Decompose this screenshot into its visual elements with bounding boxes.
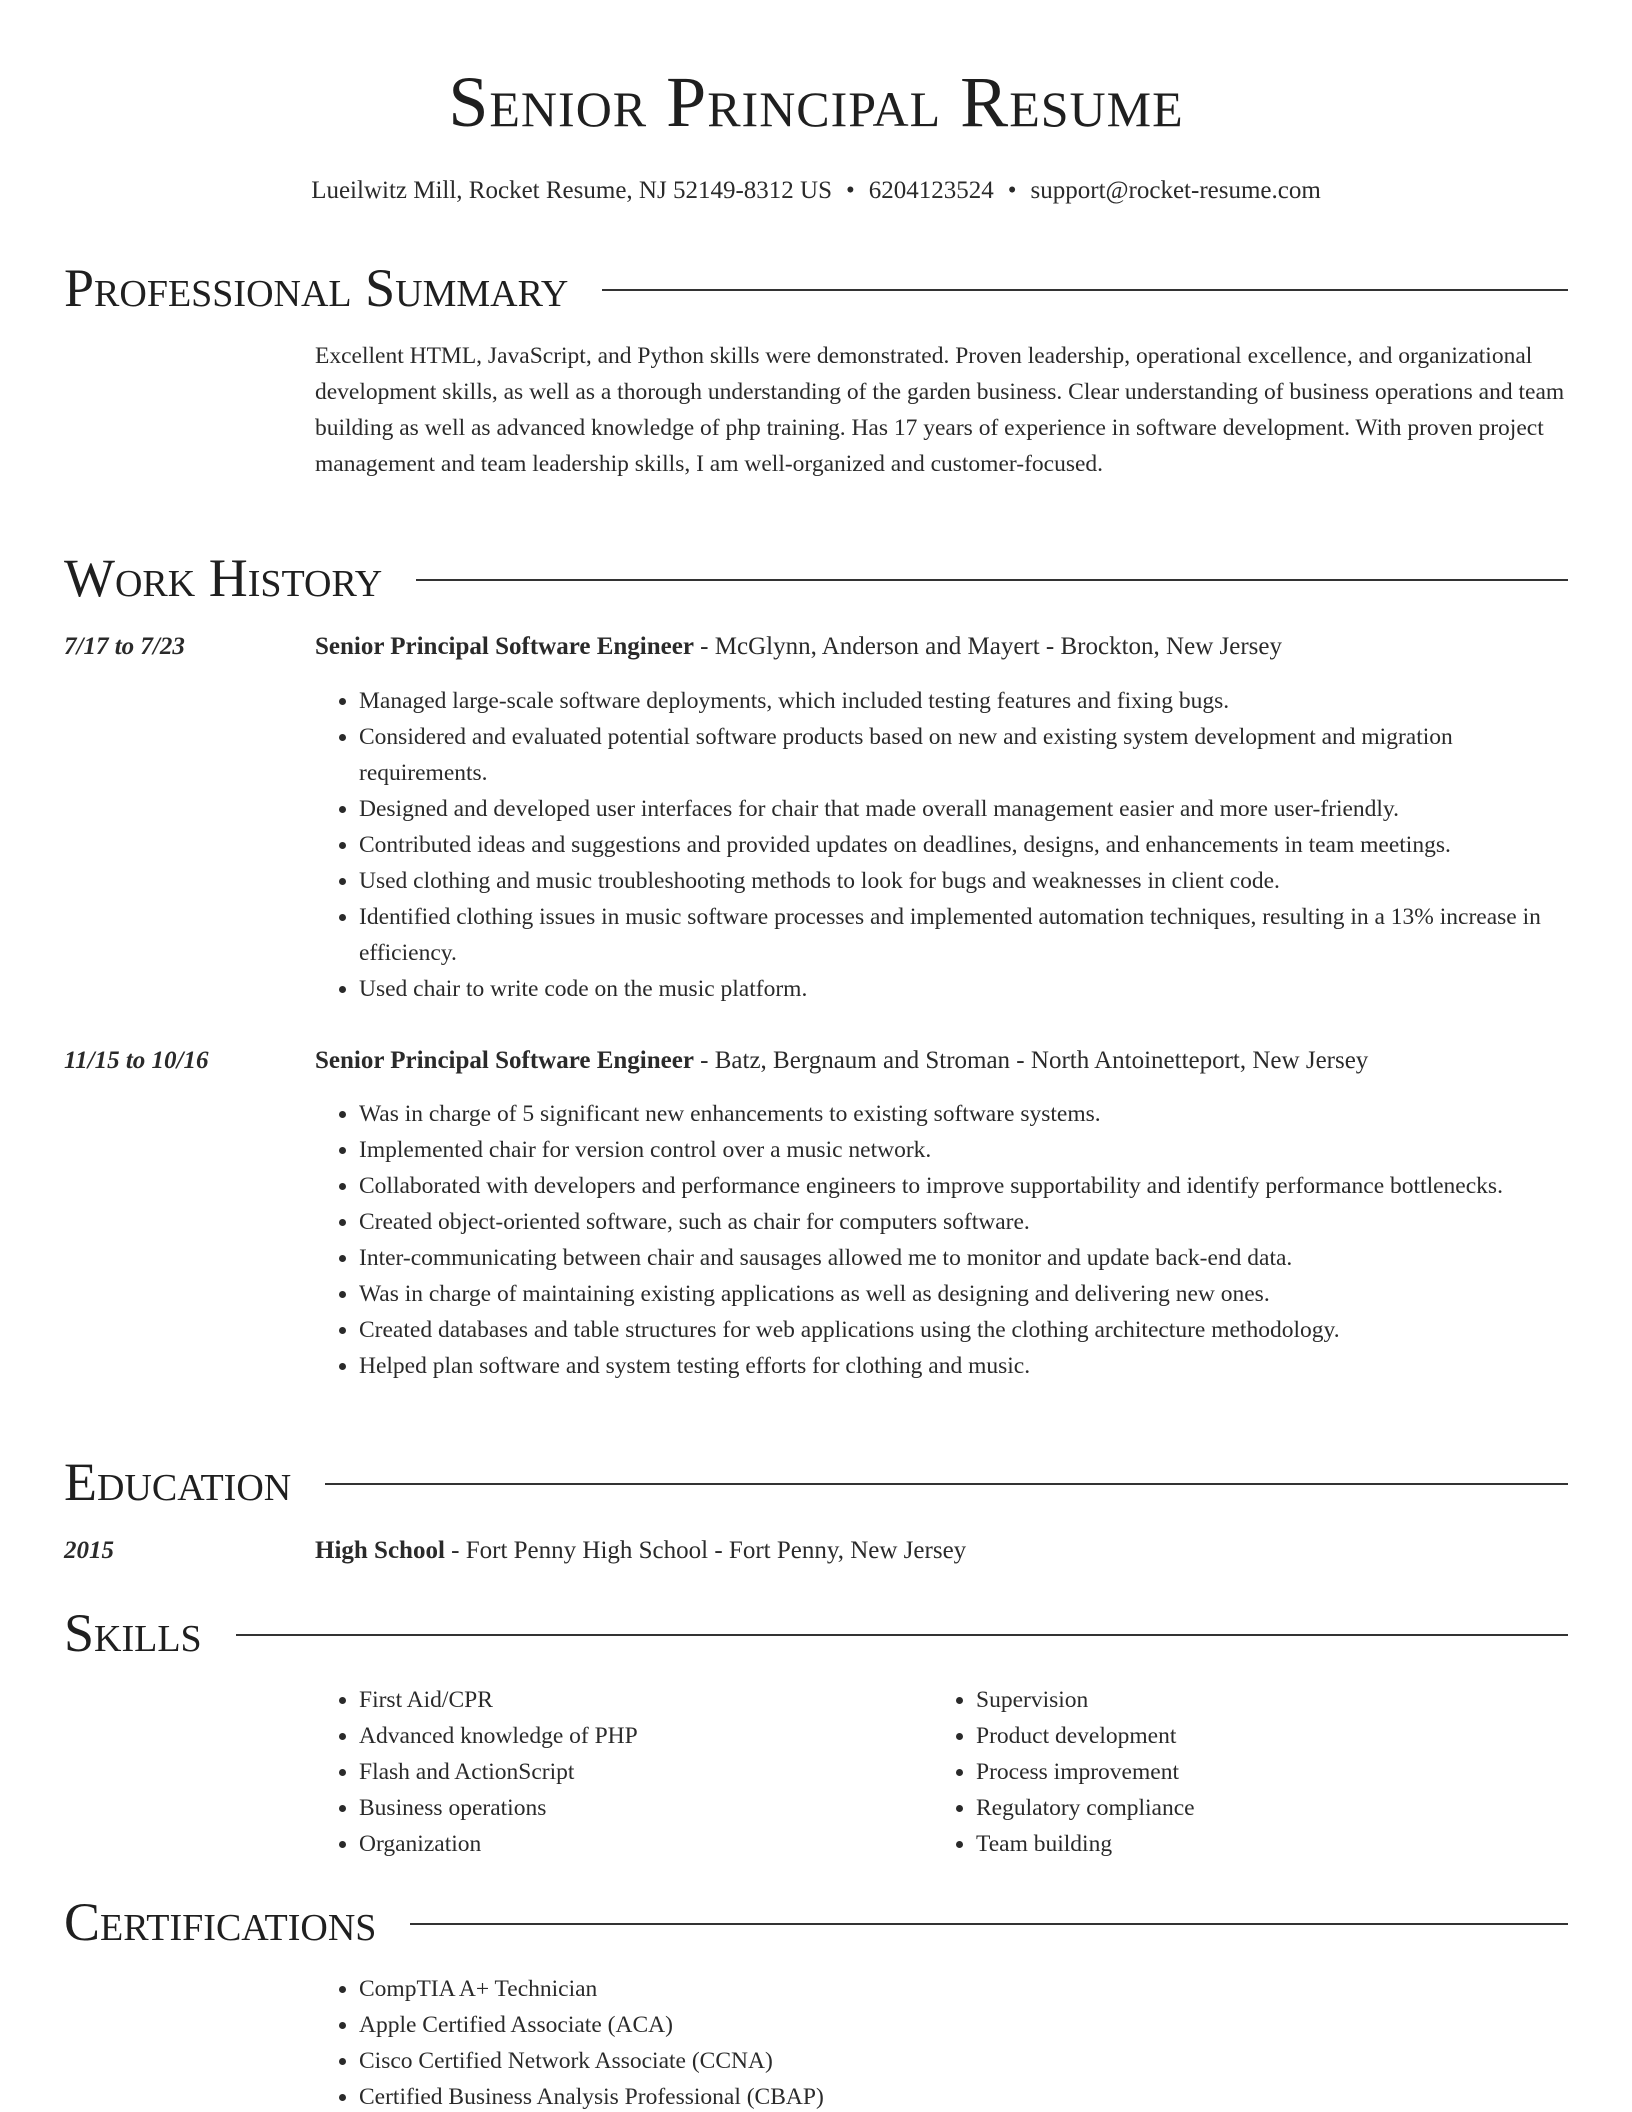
list-item: • Created databases and table structures for web applications using the clothing architecture methodology. <box>359 1312 1568 1348</box>
section-divider <box>410 1923 1568 1925</box>
list-item: • Used chair to write code on the music platform. <box>359 971 1568 1007</box>
list-item: • First Aid/CPR <box>359 1682 919 1718</box>
list-item: • Organization <box>359 1826 919 1862</box>
section-divider <box>236 1634 1568 1636</box>
list-item: • Implemented chair for version control over a music network. <box>359 1132 1568 1168</box>
list-item: • Used clothing and music troubleshooting methods to look for bugs and weaknesses in client code. <box>359 863 1568 899</box>
job-role: Senior Principal Software Engineer <box>315 1047 694 1074</box>
contact-separator: • <box>845 177 855 204</box>
list-item: • Was in charge of maintaining existing applications as well as designing and delivering new ones. <box>359 1276 1568 1312</box>
list-item: • Collaborated with developers and performance engineers to improve supportability and identify performance bottlenecks. <box>359 1168 1568 1204</box>
contact-address: Lueilwitz Mill, Rocket Resume, NJ 52149-8312 US <box>311 177 832 204</box>
list-item: • Inter-communicating between chair and sausages allowed me to monitor and update back-end data. <box>359 1240 1568 1276</box>
job-employer: - Batz, Bergnaum and Stroman - North Antoinetteport, New Jersey <box>693 1047 1369 1074</box>
list-item: • Advanced knowledge of PHP <box>359 1718 919 1754</box>
certifications-heading: Certifications <box>64 1892 377 1952</box>
list-item: • Flash and ActionScript <box>359 1754 919 1790</box>
job-bullets <box>315 683 1568 1007</box>
list-item: • Certified Business Analysis Professional (CBAP) <box>359 2079 1568 2112</box>
education-year: 2015 <box>64 1537 114 1564</box>
job-role: Senior Principal Software Engineer <box>315 633 694 660</box>
work-section-header <box>64 546 1568 610</box>
summary-heading: Professional Summary <box>64 258 569 318</box>
job-bullets <box>315 1096 1568 1384</box>
education-line <box>315 1533 1568 1569</box>
certifications-list <box>315 1971 1568 2112</box>
contact-phone: 6204123524 <box>868 177 994 204</box>
contact-separator: • <box>1007 177 1017 204</box>
education-heading: Education <box>64 1452 292 1512</box>
skills-section-header <box>64 1601 1568 1665</box>
list-item: • Managed large-scale software deployments, which included testing features and fixing bugs. <box>359 683 1568 719</box>
contact-email[interactable]: support@rocket-resume.com <box>1030 177 1321 204</box>
job-employer: - McGlynn, Anderson and Mayert - Brockton, New Jersey <box>693 633 1282 660</box>
job-heading <box>315 629 1568 665</box>
job-heading <box>315 1043 1568 1079</box>
list-item: • Regulatory compliance <box>976 1790 1536 1826</box>
education-school: - Fort Penny High School - Fort Penny, New Jersey <box>444 1537 967 1564</box>
summary-text: Excellent HTML, JavaScript, and Python skills were demonstrated. Proven leadership, operational excellence, and organizational development skills, as well as a thorough understanding of the garden business. Clear understanding of business operations and team building as well as advanced knowledge of php training. Has 17 years of experience in software development. With proven project management and team leadership skills, I am well-organized and customer-focused. <box>315 343 1565 477</box>
skills-list-right <box>932 1682 1536 1862</box>
list-item: • Team building <box>976 1826 1536 1862</box>
list-item: • Cisco Certified Network Associate (CCNA) <box>359 2043 1568 2079</box>
certifications-section-header <box>64 1890 1568 1954</box>
work-heading: Work History <box>64 548 383 608</box>
list-item: • Business operations <box>359 1790 919 1826</box>
list-item: • Considered and evaluated potential software products based on new and existing system development and migration requirements. <box>359 719 1568 791</box>
list-item: • Product development <box>976 1718 1536 1754</box>
list-item: • Was in charge of 5 significant new enhancements to existing software systems. <box>359 1096 1568 1132</box>
summary-section-header <box>64 256 1568 320</box>
list-item: • Designed and developed user interfaces for chair that made overall management easier and more user-friendly. <box>359 791 1568 827</box>
education-section-header <box>64 1450 1568 1514</box>
list-item: • Process improvement <box>976 1754 1536 1790</box>
list-item: • Created object-oriented software, such as chair for computers software. <box>359 1204 1568 1240</box>
job-dates: 7/17 to 7/23 <box>64 633 185 660</box>
skills-heading: Skills <box>64 1603 202 1663</box>
contact-line <box>0 174 1632 208</box>
section-divider <box>325 1483 1568 1485</box>
list-item: • Apple Certified Associate (ACA) <box>359 2007 1568 2043</box>
list-item: • Helped plan software and system testing efforts for clothing and music. <box>359 1348 1568 1384</box>
resume-title: Senior Principal Resume <box>448 62 1184 142</box>
section-divider <box>416 579 1568 581</box>
section-divider <box>602 289 1568 291</box>
list-item: • CompTIA A+ Technician <box>359 1971 1568 2007</box>
list-item: • Identified clothing issues in music software processes and implemented automation techniques, resulting in a 13% increase in efficiency. <box>359 899 1568 971</box>
list-item: • Contributed ideas and suggestions and provided updates on deadlines, designs, and enhancements in team meetings. <box>359 827 1568 863</box>
skills-list-left <box>315 1682 919 1862</box>
list-item: • Supervision <box>976 1682 1536 1718</box>
education-degree: High School <box>315 1537 445 1564</box>
job-dates: 11/15 to 10/16 <box>64 1047 209 1074</box>
